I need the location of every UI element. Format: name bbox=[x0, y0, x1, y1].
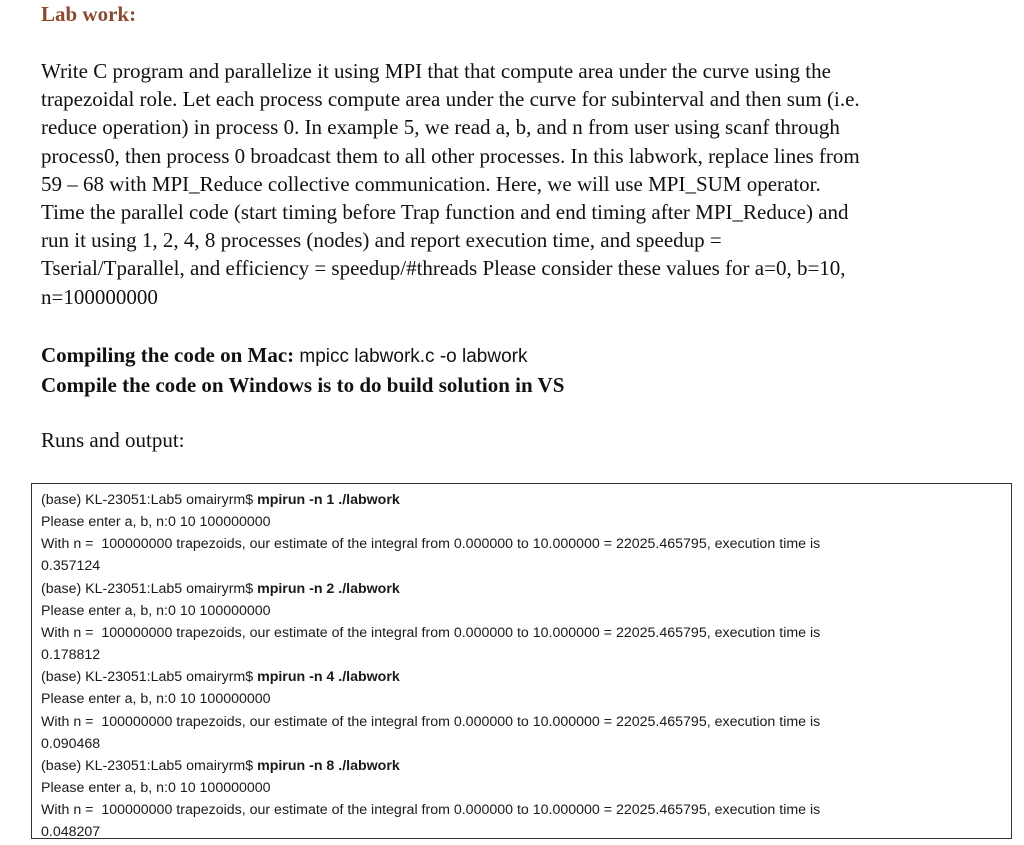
shell-prompt: (base) KL-23051:Lab5 omairyrm$ bbox=[41, 580, 258, 597]
shell-prompt: (base) KL-23051:Lab5 omairyrm$ bbox=[41, 492, 258, 508]
run-time: 0.357124 bbox=[41, 558, 101, 575]
run-result-line: With n = 100000000 trapezoids, our estimate of the integral from 0.000000 to 10.000000 = 22025.465795, execution time is bbox=[41, 713, 821, 730]
run-command-line bbox=[41, 578, 1011, 600]
shell-prompt: (base) KL-23051:Lab5 omairyrm$ bbox=[41, 757, 258, 774]
assignment-line: trapezoidal role. Let each process compute area under the curve for subinterval and then sum (i.e. bbox=[41, 87, 860, 112]
assignment-text bbox=[41, 57, 1011, 311]
assignment-line: process0, then process 0 broadcast them to all other processes. In this labwork, replace lines from bbox=[41, 143, 860, 168]
run-input-line: Please enter a, b, n:0 10 100000000 bbox=[41, 514, 271, 531]
assignment-line: reduce operation) in process 0. In example 5, we read a, b, and n from user using scanf through bbox=[41, 115, 840, 140]
compile-mac-label: Compiling the code on Mac: bbox=[41, 343, 300, 367]
compile-mac-line bbox=[41, 341, 564, 371]
run-input-line: Please enter a, b, n:0 10 100000000 bbox=[41, 780, 271, 797]
runs-label: Runs and output: bbox=[41, 428, 185, 452]
run-command-line bbox=[41, 666, 1011, 688]
assignment-line: Time the parallel code (start timing before Trap function and end timing after MPI_Reduce) and bbox=[41, 200, 849, 225]
run-time: 0.178812 bbox=[41, 647, 101, 664]
run-command-line bbox=[41, 755, 1011, 777]
run-input-line: Please enter a, b, n:0 10 100000000 bbox=[41, 602, 271, 619]
run-command: mpirun -n 8 ./labwork bbox=[257, 757, 400, 774]
shell-prompt: (base) KL-23051:Lab5 omairyrm$ bbox=[41, 669, 258, 686]
section-heading: Lab work: bbox=[41, 2, 137, 26]
assignment-line: run it using 1, 2, 4, 8 processes (nodes) and report execution time, and speedup = bbox=[41, 228, 722, 253]
run-command: mpirun -n 4 ./labwork bbox=[257, 669, 400, 686]
run-command: mpirun -n 1 ./labwork bbox=[257, 492, 400, 508]
run-result-line: With n = 100000000 trapezoids, our estimate of the integral from 0.000000 to 10.000000 = 22025.465795, execution time is bbox=[41, 802, 821, 819]
assignment-line: Write C program and parallelize it using MPI that that compute area under the curve using the bbox=[41, 59, 831, 83]
compile-windows-line: Compile the code on Windows is to do build solution in VS bbox=[41, 373, 565, 397]
compile-mac-command: mpicc labwork.c -o labwork bbox=[299, 346, 528, 367]
assignment-line: 59 – 68 with MPI_Reduce collective communication. Here, we will use MPI_SUM operator. bbox=[41, 171, 821, 196]
run-input-line: Please enter a, b, n:0 10 100000000 bbox=[41, 691, 271, 708]
run-time: 0.048207 bbox=[41, 824, 101, 841]
assignment-line: Tserial/Tparallel, and efficiency = speedup/#threads Please consider these values for a=0, b=10, bbox=[41, 256, 846, 281]
run-result-line: With n = 100000000 trapezoids, our estimate of the integral from 0.000000 to 10.000000 = 22025.465795, execution time is bbox=[41, 624, 821, 641]
run-result-line: With n = 100000000 trapezoids, our estimate of the integral from 0.000000 to 10.000000 = 22025.465795, execution time is bbox=[41, 536, 821, 553]
run-command: mpirun -n 2 ./labwork bbox=[257, 580, 400, 597]
compile-instructions bbox=[41, 341, 564, 400]
terminal-output bbox=[31, 483, 1012, 839]
assignment-line: n=100000000 bbox=[41, 284, 158, 309]
run-time: 0.090468 bbox=[41, 735, 101, 752]
run-command-line bbox=[41, 489, 1011, 511]
